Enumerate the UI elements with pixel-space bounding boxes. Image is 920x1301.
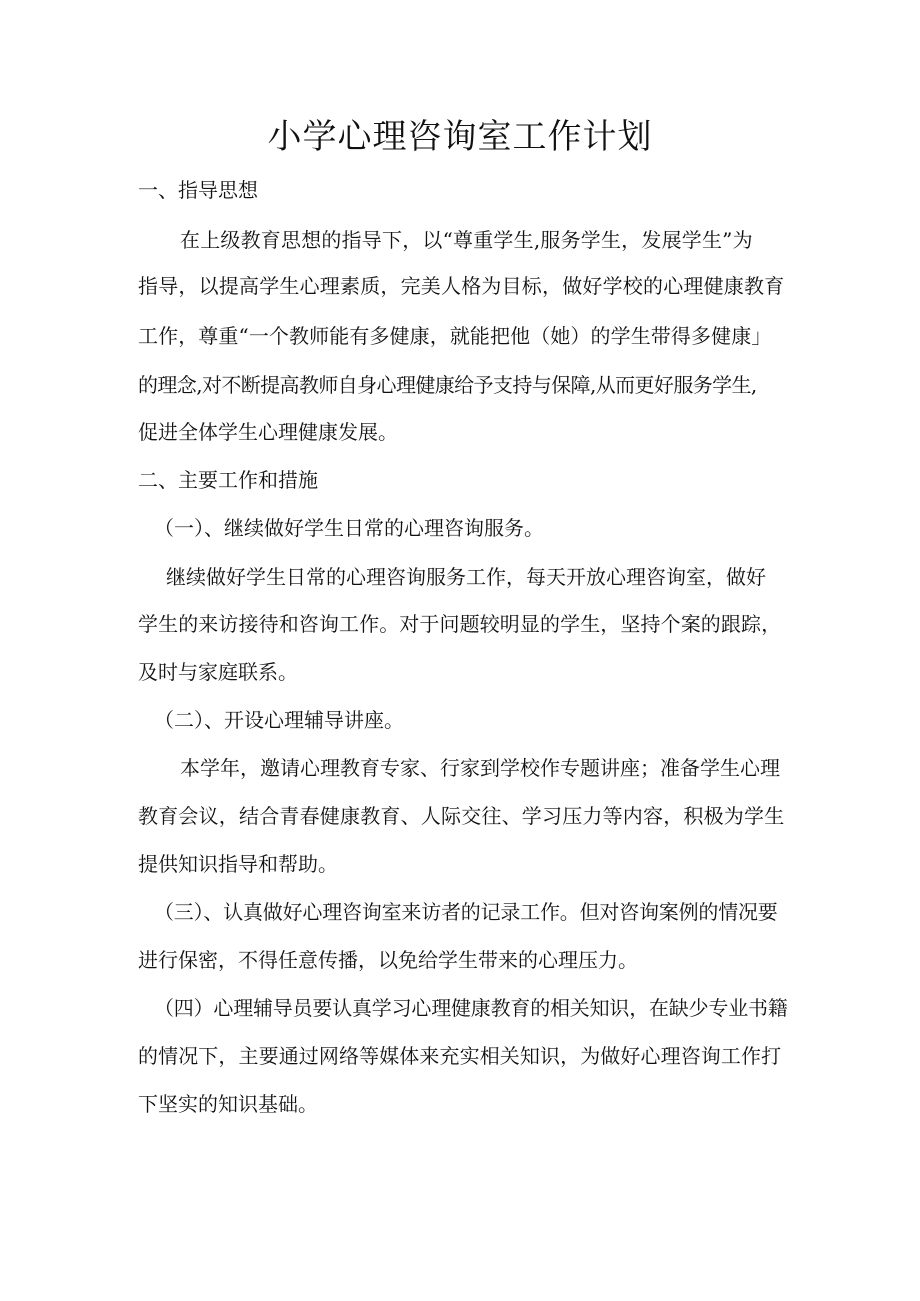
paragraph-line: 学生的来访接待和咨询工作。对于问题较明显的学生，坚持个案的跟踪， <box>138 612 782 636</box>
paragraph-line: 及时与家庭联系。 <box>138 660 298 684</box>
paragraph-line: （三）、认真做好心理咨询室来访者的记录工作。但对咨询案例的情况要 <box>154 900 778 924</box>
paragraph-line: 促进全体学生心理健康发展。 <box>138 420 398 444</box>
document-title: 小学心理咨询室工作计划 <box>267 117 653 157</box>
paragraph-line: 继续做好学生日常的心理咨询服务工作，每天开放心理咨询室，做好 <box>166 565 766 589</box>
paragraph-line: 进行保密，不得任意传播，以免给学生带来的心理压力。 <box>138 948 638 972</box>
section-heading-1: 一、指导思想 <box>138 178 258 202</box>
subheading-2: （二）、开设心理辅导讲座。 <box>154 708 404 732</box>
paragraph-line: 提供知识指导和帮助。 <box>138 852 338 876</box>
paragraph-line: 工作，尊重“一个教师能有多健康，就能把他（她）的学生带得多健康」 <box>138 324 772 348</box>
paragraph-line: 下坚实的知识基础。 <box>138 1092 318 1116</box>
paragraph-line: 的情况下，主要通过网络等媒体来充实相关知识，为做好心理咨询工作打 <box>138 1044 782 1068</box>
paragraph-line: 指导，以提高学生心理素质，完美人格为目标，做好学校的心理健康教育 <box>138 274 785 298</box>
section-heading-2: 二、主要工作和措施 <box>138 468 318 492</box>
subheading-1: （一）、继续做好学生日常的心理咨询服务。 <box>154 516 544 540</box>
paragraph-line: 在上级教育思想的指导下，以“尊重学生,服务学生，发展学生”为 <box>180 228 753 252</box>
paragraph-line: 教育会议，结合青春健康教育、人际交往、学习压力等内容，积极为学生 <box>138 804 785 828</box>
paragraph-line: （四）心理辅导员要认真学习心理健康教育的相关知识，在缺少专业书籍 <box>154 996 788 1020</box>
paragraph-line: 的理念,对不断提高教师自身心理健康给予支持与保障,从而更好服务学生, <box>138 373 757 397</box>
paragraph-line: 本学年，邀请心理教育专家、行家到学校作专题讲座；准备学生心理 <box>180 756 780 780</box>
